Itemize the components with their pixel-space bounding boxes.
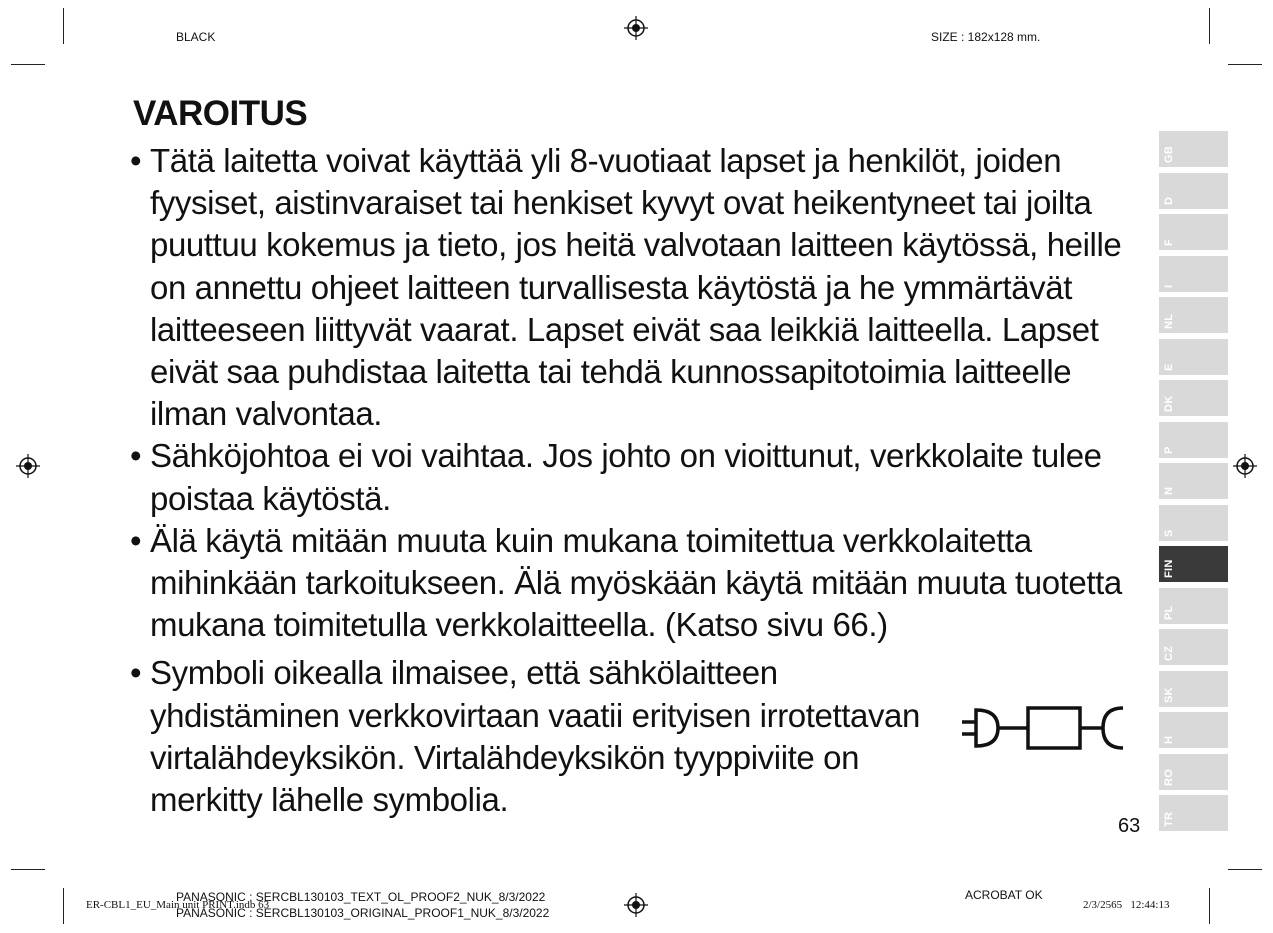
list-item bbox=[128, 435, 1138, 519]
bullet-icon: • bbox=[130, 142, 142, 179]
language-tab-label: E bbox=[1163, 362, 1175, 371]
language-tab-label: DK bbox=[1163, 395, 1175, 412]
crop-mark bbox=[1228, 64, 1262, 65]
language-tab-label: D bbox=[1163, 196, 1175, 205]
language-tab-s[interactable] bbox=[1159, 505, 1228, 541]
bullet-text: Tätä laitetta voivat käyttää yli 8-vuotiaat lapset ja henkilöt, joiden fyysiset, aistinvaraiset tai henkiset kyvyt ovat heikentyneet tai joilta puuttuu kokemus ja tieto, jos heitä valvotaan laitteen käytössä, heille on annettu ohjeet laitteen turvallisesta käytöstä ja he ymmärtävät laitteeseen liittyvät vaarat. Lapset eivät saa leikkiä laitteella. Lapset eivät saa puhdistaa laitetta tai tehdä kunnossapitotoimia laitteelle ilman valvontaa. bbox=[150, 142, 1122, 433]
crop-mark bbox=[1209, 8, 1210, 44]
language-tab-f[interactable] bbox=[1159, 214, 1228, 250]
language-tab-label: NL bbox=[1163, 313, 1175, 329]
bullet-text: Älä käytä mitään muuta kuin mukana toimitettua verkkolaitetta mihinkään tarkoitukseen. Älä myöskään käytä mitään muuta tuotetta mukana toimitetulla verkkolaitteella. (Katso sivu 66.) bbox=[150, 521, 1122, 644]
language-tab-label: GB bbox=[1163, 145, 1175, 163]
language-tab-n[interactable] bbox=[1159, 463, 1228, 499]
bullet-icon: • bbox=[130, 437, 142, 475]
language-tab-tr[interactable] bbox=[1159, 795, 1228, 831]
bullet-icon: • bbox=[130, 521, 142, 559]
registration-mark-icon bbox=[624, 893, 648, 917]
language-tab-fin[interactable] bbox=[1159, 546, 1228, 582]
bullet-icon: • bbox=[130, 654, 142, 692]
color-label: BLACK bbox=[176, 30, 216, 44]
list-item bbox=[128, 652, 930, 821]
power-supply-unit-symbol-icon bbox=[958, 704, 1128, 752]
crop-mark bbox=[1209, 888, 1210, 924]
proof-line-1: PANASONIC : SERCBL130103_TEXT_OL_PROOF2_NUK_8/3/2022 bbox=[176, 890, 546, 904]
list-item bbox=[128, 140, 1138, 435]
timestamp: 2/3/2565 12:44:13 bbox=[1083, 899, 1170, 911]
language-tab-label: I bbox=[1163, 284, 1175, 288]
language-tab-label: SK bbox=[1163, 686, 1175, 703]
language-tab-label: TR bbox=[1163, 811, 1175, 827]
list-item bbox=[128, 520, 1138, 647]
proof-line-2: PANASONIC : SERCBL130103_ORIGINAL_PROOF1_NUK_8/3/2022 bbox=[176, 906, 550, 920]
file-name: ER-CBL1_EU_Main unit PRINT.indb 63 bbox=[86, 899, 270, 911]
language-tab-pl[interactable] bbox=[1159, 588, 1228, 624]
language-tab-p[interactable] bbox=[1159, 422, 1228, 458]
crop-mark bbox=[63, 8, 64, 44]
language-tab-d[interactable] bbox=[1159, 173, 1228, 209]
size-label: SIZE : 182x128 mm. bbox=[931, 30, 1041, 44]
language-tab-label: P bbox=[1163, 445, 1175, 454]
language-tab-nl[interactable] bbox=[1159, 297, 1228, 333]
language-tab-cz[interactable] bbox=[1159, 629, 1228, 665]
language-tab-ro[interactable] bbox=[1159, 754, 1228, 790]
crop-mark bbox=[11, 869, 45, 870]
language-tab-label: CZ bbox=[1163, 645, 1175, 661]
language-tab-label: PL bbox=[1163, 604, 1175, 620]
acrobat-status: ACROBAT OK bbox=[965, 888, 1043, 902]
crop-mark bbox=[1228, 869, 1262, 870]
language-tab-i[interactable] bbox=[1159, 256, 1228, 292]
language-tab-label: F bbox=[1163, 238, 1175, 246]
language-tab-label: S bbox=[1163, 528, 1175, 537]
language-tab-e[interactable] bbox=[1159, 339, 1228, 375]
crop-mark bbox=[11, 64, 45, 65]
registration-mark-icon bbox=[624, 16, 648, 40]
page-number: 63 bbox=[1118, 815, 1141, 837]
language-tab-h[interactable] bbox=[1159, 712, 1228, 748]
bullet-text: Sähköjohtoa ei voi vaihtaa. Jos johto on vioittunut, verkkolaite tulee poistaa käytöstä. bbox=[150, 437, 1102, 517]
language-tab-label: N bbox=[1163, 486, 1175, 495]
language-tab-sk[interactable] bbox=[1159, 671, 1228, 707]
page-title: VAROITUS bbox=[133, 94, 308, 133]
language-tab-label: H bbox=[1163, 735, 1175, 744]
language-tab-label: FIN bbox=[1163, 559, 1175, 578]
language-tab-gb[interactable] bbox=[1159, 131, 1228, 167]
bullet-text: Symboli oikealla ilmaisee, että sähkölaitteen yhdistäminen verkkovirtaan vaatii erityisen irrotettavan virtalähdeyksikön. Virtalähdeyksikön tyyppiviite on merkitty lähelle symbolia. bbox=[150, 654, 920, 819]
registration-mark-icon bbox=[1233, 454, 1257, 478]
language-tab-label: RO bbox=[1163, 768, 1175, 786]
language-tab-dk[interactable] bbox=[1159, 380, 1228, 416]
crop-mark bbox=[63, 888, 64, 924]
registration-mark-icon bbox=[16, 454, 40, 478]
language-tab-list bbox=[1159, 131, 1228, 837]
